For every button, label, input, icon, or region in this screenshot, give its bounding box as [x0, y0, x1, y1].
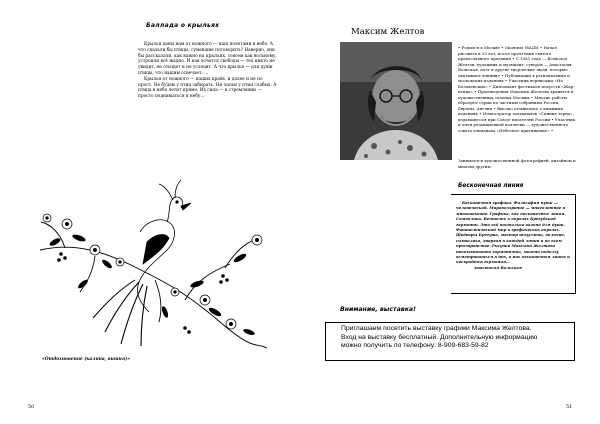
endless-author: Анастасия Вольская [474, 264, 522, 270]
bio-note: Занимается художественной фотографией, дизайном и многим другим. [458, 158, 576, 169]
ballad-paragraph: Крылья даны нам от ножного — наш полетами в небо. А что сказали бы птицы, сумевшие поговорить? Наверно, они бы рассказали, как важно на крыльях, совсем как вольному, устроили всё жадно. И как хочется свободы — тех никто не увидит, не отыщет и не уследит. А что крылья — для души птицы, что нашим отвечает: … [138, 42, 277, 76]
bio-paragraph: • Родился в Москве • Окончил МАДИ • Начал рисовать в 23 лет, после прочтения святого православного предания • С 1981 года — Всеволод Желтов, художник и музыкант, суворов — Анастасия Вольская, поэт и другие творческие люди, которые оказывают влияние • Публикации в региональных и московских изданиях • Участник вернисажа «На Беловенских» • Дипломант фестиваля искусств «Жар-птица» • Произведения Максима Желтова хранятся в художественных салонах Москвы • Многие работы образуют серии по частным собраниям России, Европы, Англии • Высоко отзывались о книжных изданиях • Иллюстратор альманахов «Сияние зерна», издающегося при Союзе писателей России • Участник и член редакционной коллегии — художественного совета альманаха «Небесное притяжение» • [458, 45, 576, 133]
exhibition-heading: Внимание, выставка! [340, 306, 416, 313]
ballad-heading: Баллада о крыльях [146, 22, 220, 29]
bird-on-branch-illustration [35, 172, 275, 352]
endless-paragraph: Бесконечная графика. Философия пути — человеческой. Мировоззрение — многолетнее и многовековое. Графика, как бесконечная линия. Символика. Вечность в образах Брегуйской гармонии. Это всё настолько важно для души. Фантастический мир в графических образах. Шедевры Брегута, мастер искусства, величие, символика, энергия в каждой линии и во всем пространстве. Рисунки Максима Желтова необыкновенно гармоничны, можно подолгу всматриваться в них, в них бесконечная линия и бескрайняя гармония… [456, 200, 570, 265]
author-name: Максим Желтов [351, 27, 425, 37]
page-number-left: 50 [28, 404, 35, 410]
exhibition-section [300, 0, 600, 424]
exhibition-line: Вход на выставку бесплатный. Дополнительную информацию [341, 333, 538, 341]
ballad-paragraph: Крылья от ножного — наших краёв, и далее и не по прост. Не будем у птиц забирать. Ни ласки у птиц слабых. А птица в небо летит прямо. Их сила — в стремлении — просто подниматься к небу… [138, 76, 277, 100]
exhibition-announcement-text [341, 325, 571, 351]
exhibition-line: можно получить по телефону: 8-909-683-59-82 [341, 342, 489, 350]
page-number-right: 51 [566, 404, 573, 410]
illustration-caption: «Отдохновение (калина, вишня)» [42, 357, 130, 362]
ballad-body [138, 42, 278, 100]
exhibition-line: Приглашаем посетить выставку графики Максима Желтова. [341, 325, 532, 332]
endless-line-heading: Бесконечная линия [458, 183, 524, 189]
